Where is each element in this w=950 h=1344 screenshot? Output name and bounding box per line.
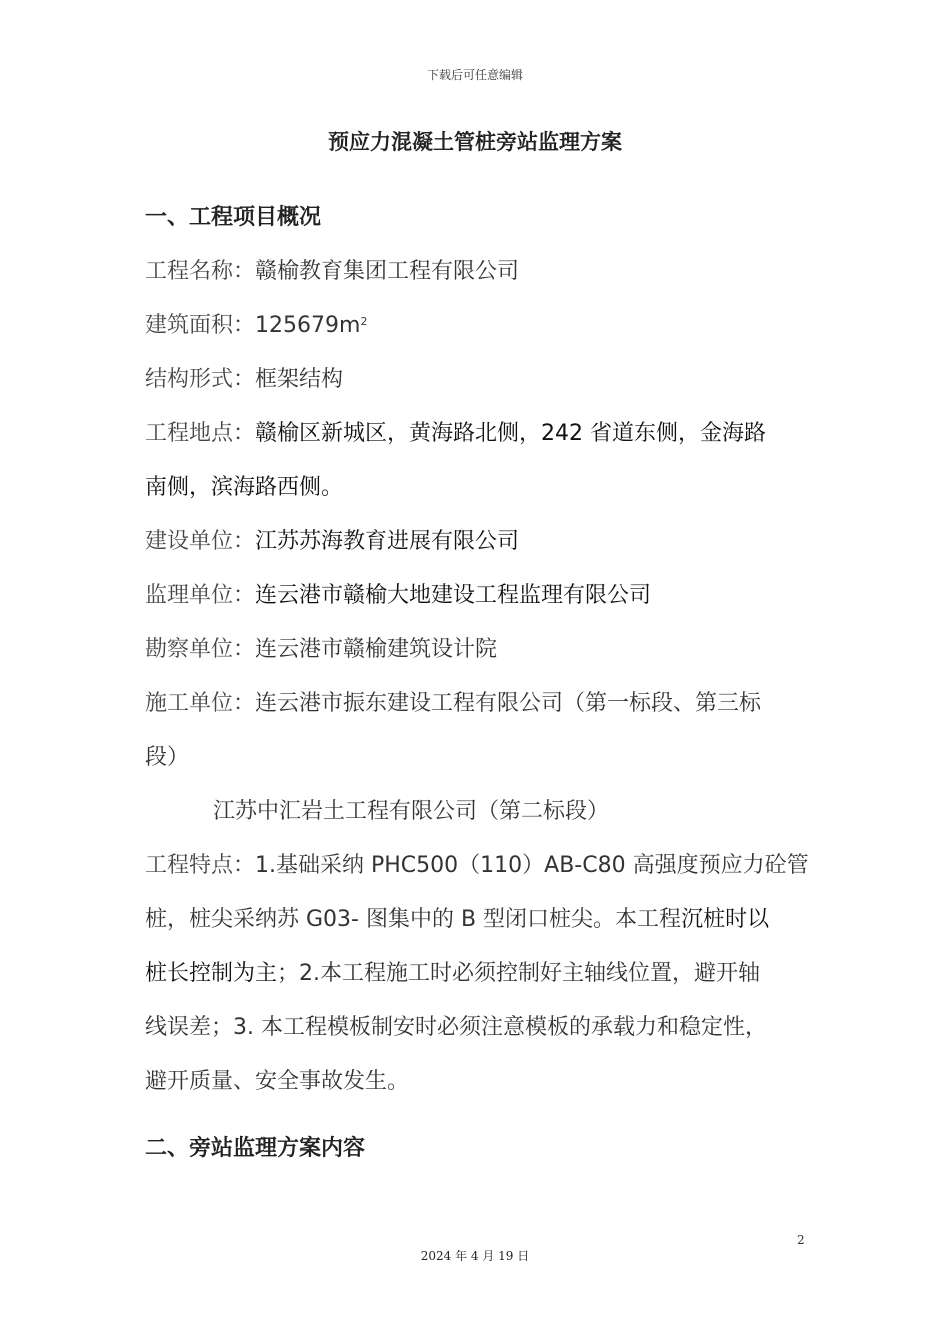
project-name-label: 工程名称： xyxy=(145,259,256,284)
area-label: 建筑面积： xyxy=(145,313,256,338)
document-title: 预应力混凝土管桩旁站监理方案 xyxy=(328,130,622,154)
contractor-label: 施工单位： xyxy=(145,691,256,716)
features-text-4: 线误差；3. 本工程模板制安时必须注意模板的承载力和稳定性， xyxy=(145,1015,767,1040)
section-heading-overview: 一、工程项目概况 xyxy=(145,205,322,230)
contractor-line-continued xyxy=(145,731,810,785)
owner-line xyxy=(145,515,810,569)
supervisor-line xyxy=(145,569,810,623)
page-footer-date: 2024 年 4 月 19 日 xyxy=(420,1249,530,1263)
owner-value: 江苏苏海教育进展有限公司 xyxy=(255,529,520,554)
features-line-2 xyxy=(145,893,810,947)
structure-label: 结构形式： xyxy=(145,367,256,392)
contractor-second-line xyxy=(145,785,810,839)
survey-label: 勘察单位： xyxy=(145,637,256,662)
page-header: 下载后可任意编辑 xyxy=(426,68,523,82)
location-label: 工程地点： xyxy=(145,421,256,446)
survey-line xyxy=(145,623,810,677)
survey-value: 连云港市赣榆建筑设计院 xyxy=(255,637,498,662)
features-line-5 xyxy=(145,1055,810,1109)
location-line xyxy=(145,407,810,461)
document-body xyxy=(145,196,810,1171)
structure-line xyxy=(145,353,810,407)
contractor-value-continued: 段） xyxy=(145,745,190,770)
location-line-continued xyxy=(145,461,810,515)
contractor-second-value: 江苏中汇岩土工程有限公司（第二标段） xyxy=(213,799,610,824)
owner-label: 建设单位： xyxy=(145,529,256,554)
page-number: 2 xyxy=(797,1233,805,1247)
features-text-1: 1.基础采纳 PHC500（110）AB-C80 高强度预应力砼管 xyxy=(255,853,809,878)
supervisor-label: 监理单位： xyxy=(145,583,256,608)
project-name-value: 赣榆教育集团工程有限公司 xyxy=(255,259,520,284)
features-text-2b: 沉桩时以 xyxy=(681,907,770,932)
contractor-line xyxy=(145,677,810,731)
structure-value: 框架结构 xyxy=(255,367,344,392)
features-line-3 xyxy=(145,947,810,1001)
features-text-3b: ；2.本工程施工时必须控制好主轴线位置，避开轴 xyxy=(277,961,761,986)
project-name-line xyxy=(145,245,810,299)
section-heading-plan: 二、旁站监理方案内容 xyxy=(145,1136,366,1161)
area-value: 125679m xyxy=(255,313,361,338)
features-line xyxy=(145,839,810,893)
area-unit-superscript: 2 xyxy=(360,315,368,328)
features-text-3a: 桩长控制为主 xyxy=(145,961,278,986)
features-label: 工程特点： xyxy=(145,853,256,878)
features-line-4 xyxy=(145,1001,810,1055)
features-text-2a: 桩，桩尖采纳苏 G03- 图集中的 B 型闭口桩尖。本工程 xyxy=(145,907,682,932)
supervisor-value: 连云港市赣榆大地建设工程监理有限公司 xyxy=(255,583,652,608)
area-line xyxy=(145,299,810,353)
location-value: 赣榆区新城区，黄海路北侧，242 省道东侧，金海路 xyxy=(255,421,767,446)
features-text-5: 避开质量、安全事故发生。 xyxy=(145,1069,410,1094)
contractor-value: 连云港市振东建设工程有限公司（第一标段、第三标 xyxy=(255,691,762,716)
location-value-continued: 南侧，滨海路西侧。 xyxy=(145,475,344,500)
